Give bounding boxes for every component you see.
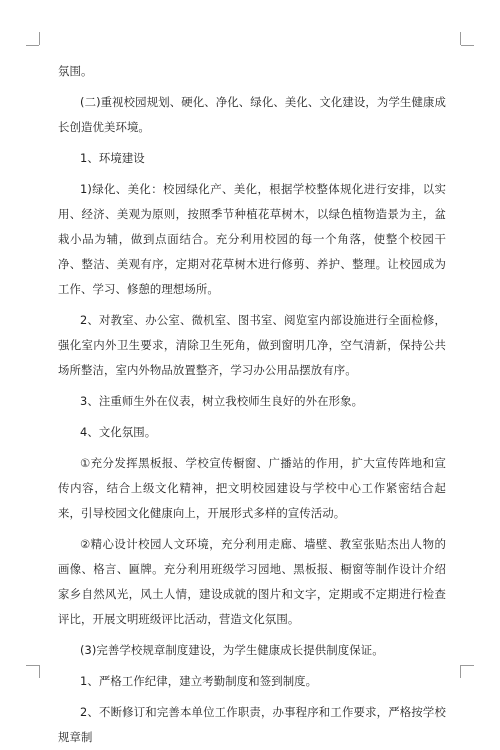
- paragraph-0: 氛围。: [58, 64, 93, 78]
- corner-mark-bottom-right-v: [460, 665, 461, 678]
- document-body: [58, 59, 446, 750]
- paragraph-10: 1、严格工作纪律，建立考勤制度和签到制度。: [80, 674, 318, 688]
- corner-mark-top-right-v: [460, 32, 461, 45]
- paragraph-2: 1、环境建设: [80, 151, 145, 165]
- paragraph-1: (二)重视校园规划、硬化、净化、绿化、美化、文化建设，为学生健康成长创造优美环境。: [58, 95, 446, 134]
- corner-mark-top-left-h: [26, 45, 39, 46]
- paragraph-5: 3、注重师生外在仪表，树立我校师生良好的外在形象。: [80, 394, 364, 408]
- corner-mark-top-left-v: [39, 32, 40, 45]
- corner-mark-bottom-left-v: [39, 665, 40, 678]
- corner-mark-top-right-h: [461, 45, 474, 46]
- paragraph-3: 1)绿化、美化：校园绿化产、美化，根据学校整体规化进行安排，以实用、经济、美观为原则，按照季节种植花草树木，以绿色植物造景为主，盆栽小品为辅，做到点面结合。充分利用校园的每一个角落，使整个校园干净、整洁、美观有序，定期对花草树木进行修剪、养护、整理。让校园成为工作、学习、修憩的理想场所。: [58, 182, 446, 296]
- corner-mark-bottom-left-h: [26, 665, 39, 666]
- paragraph-9: (3)完善学校规章制度建设，为学生健康成长提供制度保证。: [80, 643, 384, 657]
- paragraph-11: 2、不断修订和完善本单位工作职责，办事程序和工作要求，严格按学校规章制: [58, 705, 446, 744]
- paragraph-7: ①充分发挥黑板报、学校宣传橱窗、广播站的作用，扩大宣传阵地和宣传内容，结合上级文化精神，把文明校园建设与学校中心工作紧密结合起来，引导校园文化健康向上，开展形式多样的宣传活动。: [58, 456, 446, 520]
- paragraph-4: 2、对教室、办公室、微机室、图书室、阅览室内部设施进行全面检修，强化室内外卫生要求，清除卫生死角，做到窗明几净，空气清新，保持公共场所整洁，室内外物品放置整齐，学习办公用品摆放有序。: [58, 313, 446, 377]
- paragraph-8: ②精心设计校园人文环境，充分利用走廊、墙壁、教室张贴杰出人物的画像、格言、匾牌。充分利用班级学习园地、黑板报、橱窗等制作设计介绍家乡自然风光，风土人情，建设成就的图片和文字，定期或不定期进行检查评比，开展文明班级评比活动，营造文化氛围。: [58, 537, 446, 626]
- corner-mark-bottom-right-h: [461, 665, 474, 666]
- paragraph-6: 4、文化氛围。: [80, 425, 157, 439]
